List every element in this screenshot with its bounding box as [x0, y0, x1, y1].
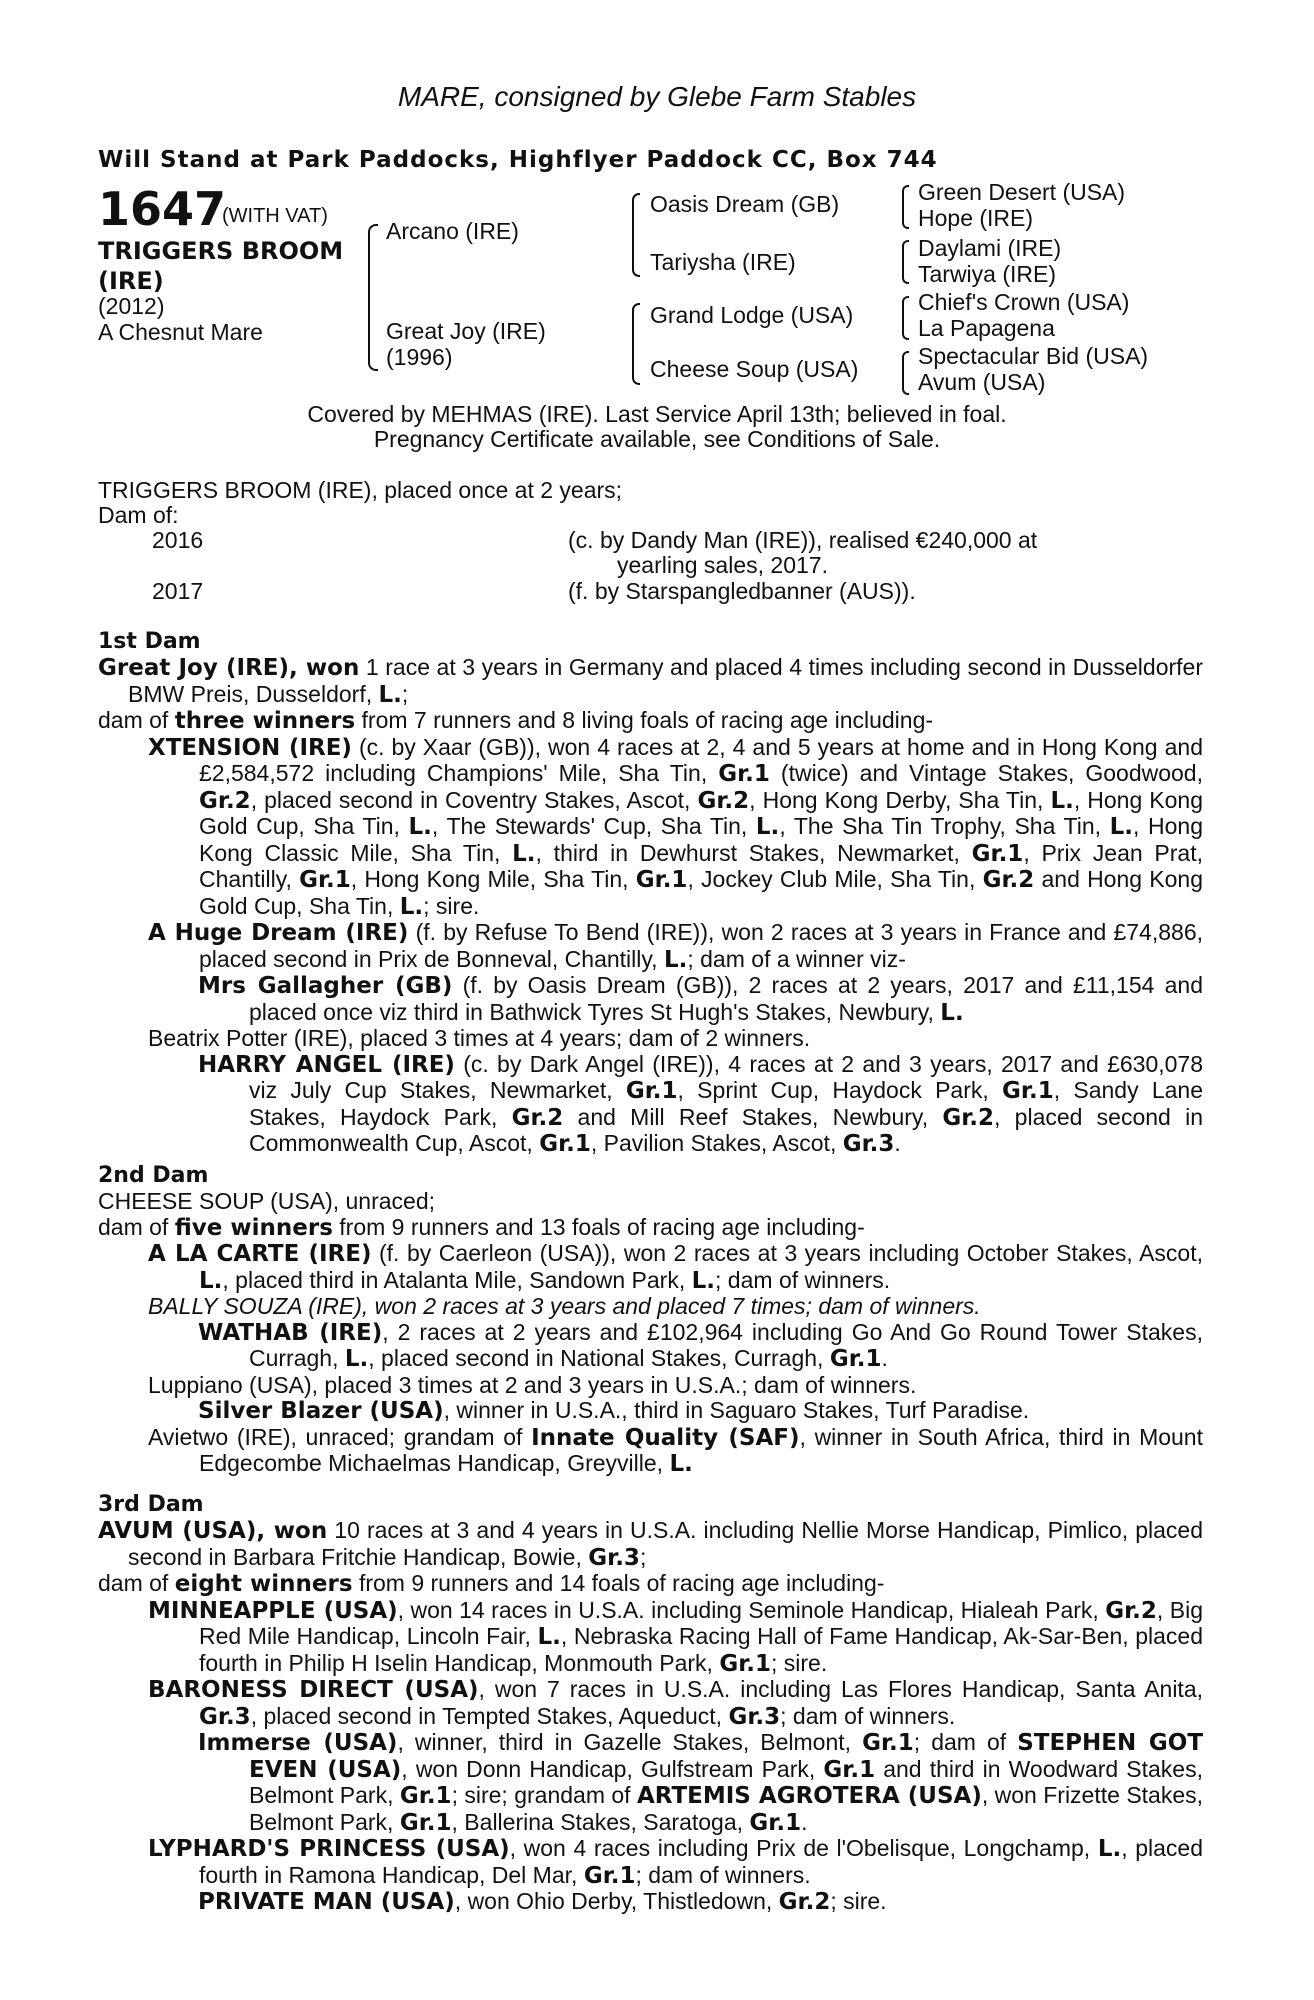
pedigree-brace-dd [902, 351, 909, 395]
third-dam-heading: 3rd Dam [98, 1492, 204, 1517]
ped-sss: Green Desert (USA) [918, 179, 1126, 205]
ped-dds: Spectacular Bid (USA) [918, 343, 1149, 369]
ped-dss: Chief's Crown (USA) [918, 289, 1130, 315]
dam-sire: Grand Lodge (USA) [650, 302, 854, 328]
produce-xtension: XTENSION (IRE) (c. by Xaar (GB)), won 4 races at 2, 4 and 5 years at home and in Hong Kong and £2,584,572 including Champions' Mile, Sha Tin, Gr.1 (twice) and Vintage Stakes, Goodwood, Gr.2, placed second in Coventry Stakes, Ascot, Gr.2, Hong Kong Derby, Sha Tin, L., Hong Kong Gold Cup, Sha Tin, L., The Stewards' Cup, Sha Tin, L., The Sha Tin Trophy, Sha Tin, L., Hong Kong Classic Mile, Sha Tin, L., third in Dewhurst Stakes, Newmarket, Gr.1, Prix Jean Prat, Chantilly, Gr.1, Hong Kong Mile, Sha Tin, Gr.1, Jockey Club Mile, Sha Tin, Gr.2 and Hong Kong Gold Cup, Sha Tin, L.; sire. [148, 733, 1204, 920]
stand-location: Will Stand at Park Paddocks, Highflyer Paddock CC, Box 744 [98, 147, 938, 173]
produce-silver-blazer: Silver Blazer (USA), winner in U.S.A., third in Saguaro Stakes, Turf Paradise. [198, 1397, 1030, 1424]
dam-of-label: Dam of: [98, 502, 179, 528]
horse-name-line2: (IRE) [98, 267, 164, 295]
first-dam-heading: 1st Dam [98, 629, 201, 654]
ped-dsd: La Papagena [918, 315, 1055, 341]
first-dam-record: Great Joy (IRE), won 1 race at 3 years in Germany and placed 4 times including second in Dusseldorfer BMW Preis, Dusseldorf, L.; [98, 654, 1203, 708]
produce-private-man: PRIVATE MAN (USA), won Ohio Derby, Thistledown, Gr.2; sire. [198, 1888, 887, 1915]
produce-year-2017: 2017 [152, 578, 204, 604]
second-dam-record: CHEESE SOUP (USA), unraced; [98, 1188, 436, 1214]
first-dam-section [98, 629, 1203, 1158]
produce-2017: (f. by Starspangledbanner (AUS)). [568, 578, 916, 604]
produce-beatrix-potter: Beatrix Potter (IRE), placed 3 times at 4 years; dam of 2 winners. [148, 1025, 811, 1051]
vat-label: (WITH VAT) [222, 205, 328, 227]
produce-avietwo: Avietwo (IRE), unraced; grandam of Innate Quality (SAF), winner in South Africa, third in Mount Edgecombe Michaelmas Handicap, Greyville, L. [148, 1423, 1203, 1477]
ped-ssd: Hope (IRE) [918, 205, 1034, 231]
produce-lyphards-princess: LYPHARD'S PRINCESS (USA), won 4 races including Prix de l'Obelisque, Longchamp, L., placed fourth in Ramona Handicap, Del Mar, Gr.1; dam of winners. [148, 1835, 1203, 1889]
produce-baroness-direct: BARONESS DIRECT (USA), won 7 races in U.S.A. including Las Flores Handicap, Santa Anita, Gr.3, placed second in Tempted Stakes, Aqueduct, Gr.3; dam of winners. [148, 1676, 1204, 1730]
dam-dam: Cheese Soup (USA) [650, 356, 859, 382]
produce-wathab: WATHAB (IRE), 2 races at 2 years and £102,964 including Go And Go Round Tower Stakes, Curragh, L., placed second in National Stakes, Curragh, Gr.1. [198, 1318, 1203, 1372]
dam-name: Great Joy (IRE) [386, 318, 546, 344]
produce-2016-line1 [568, 528, 1123, 554]
page-title: MARE, consigned by Glebe Farm Stables [397, 81, 917, 112]
pregnancy-line: Pregnancy Certificate available, see Conditions of Sale. [373, 426, 941, 452]
second-dam-section [98, 1163, 1203, 1478]
first-dam-produce-summary: dam of three winners from 7 runners and 8 living foals of racing age including- [98, 707, 934, 734]
third-dam-record: AVUM (USA), won 10 races at 3 and 4 years in U.S.A. including Nellie Morse Handicap, Pimlico, placed second in Barbara Fritchie Handicap, Bowie, Gr.3; [98, 1517, 1203, 1571]
second-dam-heading: 2nd Dam [98, 1163, 209, 1188]
pedigree-brace-ss [902, 185, 909, 229]
ped-ddd: Avum (USA) [918, 369, 1046, 395]
sire-sire: Oasis Dream (GB) [650, 191, 840, 217]
produce-2016 [568, 528, 1123, 554]
ped-sds: Daylami (IRE) [918, 235, 1062, 261]
produce-a-huge-dream: A Huge Dream (IRE) (f. by Refuse To Bend (IRE)), won 2 races at 3 years in France and £74,886, placed second in Prix de Bonneval, Chantilly, L.; dam of a winner viz- [148, 919, 1204, 973]
produce-minneapple: MINNEAPPLE (USA), won 14 races in U.S.A. including Seminole Handicap, Hialeah Park, Gr.2, Big Red Mile Handicap, Lincoln Fair, L., Nebraska Racing Hall of Fame Handicap, Ak-Sar-Ben, placed fourth in Philip H Iselin Handicap, Monmouth Park, Gr.1; sire. [148, 1596, 1204, 1677]
produce-mrs-gallagher: Mrs Gallagher (GB) (f. by Oasis Dream (GB)), 2 races at 2 years, 2017 and £11,154 and placed once viz third in Bathwick Tyres St Hugh's Stakes, Newbury, L. [198, 972, 1203, 1026]
third-dam-produce-summary: dam of eight winners from 9 runners and 14 foals of racing age including- [98, 1570, 885, 1597]
pedigree-brace-ds [902, 296, 909, 340]
sire: Arcano (IRE) [386, 218, 519, 244]
produce-2016-line2: yearling sales, 2017. [617, 552, 828, 578]
third-dam-section [98, 1492, 1203, 1916]
produce-luppiano: Luppiano (USA), placed 3 times at 2 and 3 years in U.S.A.; dam of winners. [148, 1371, 917, 1398]
pedigree-brace-sire [632, 193, 640, 277]
produce-intro: TRIGGERS BROOM (IRE), placed once at 2 years; [98, 477, 623, 503]
covered-line: Covered by MEHMAS (IRE). Last Service April 13th; believed in foal. [307, 401, 1007, 427]
produce-year-2016: 2016 [152, 527, 204, 553]
ped-sdd: Tarwiya (IRE) [918, 261, 1057, 287]
horse-name-line1: TRIGGERS BROOM [98, 237, 344, 265]
pedigree-brace-sd [902, 240, 909, 284]
produce-2016-text: (c. by Dandy Man (IRE)), realised €240,000 at [568, 527, 1038, 553]
pedigree-brace-parents [368, 224, 378, 371]
second-dam-produce-summary: dam of five winners from 9 runners and 13 foals of racing age including- [98, 1213, 865, 1241]
produce-bally-souza: BALLY SOUZA (IRE), won 2 races at 3 years and placed 7 times; dam of winners. [148, 1293, 981, 1319]
pedigree-brace-dam [632, 303, 640, 385]
sire-dam: Tariysha (IRE) [650, 249, 796, 275]
lot-number: 1647 [98, 182, 227, 236]
produce-immerse: Immerse (USA), winner, third in Gazelle Stakes, Belmont, Gr.1; dam of STEPHEN GOT EVEN (USA), won Donn Handicap, Gulfstream Park, Gr.1 and third in Woodward Stakes, Belmont Park, Gr.1; sire; grandam of ARTEMIS AGROTERA (USA), won Frizette Stakes, Belmont Park, Gr.1, Ballerina Stakes, Saratoga, Gr.1. [198, 1729, 1204, 1836]
produce-harry-angel: HARRY ANGEL (IRE) (c. by Dark Angel (IRE)), 4 races at 2 and 3 years, 2017 and £630,078 viz July Cup Stakes, Newmarket, Gr.1, Sprint Cup, Haydock Park, Gr.1, Sandy Lane Stakes, Haydock Park, Gr.2 and Mill Reef Stakes, Newbury, Gr.2, placed second in Commonwealth Cup, Ascot, Gr.1, Pavilion Stakes, Ascot, Gr.3. [198, 1050, 1203, 1157]
dam-year: (1996) [386, 344, 453, 370]
horse-description: A Chesnut Mare [98, 319, 263, 345]
horse-name [98, 236, 343, 296]
produce-a-la-carte: A LA CARTE (IRE) (f. by Caerleon (USA)), won 2 races at 3 years including October Stakes, Ascot, L., placed third in Atalanta Mile, Sandown Park, L.; dam of winners. [148, 1240, 1203, 1294]
foaling-year: (2012) [98, 293, 165, 319]
